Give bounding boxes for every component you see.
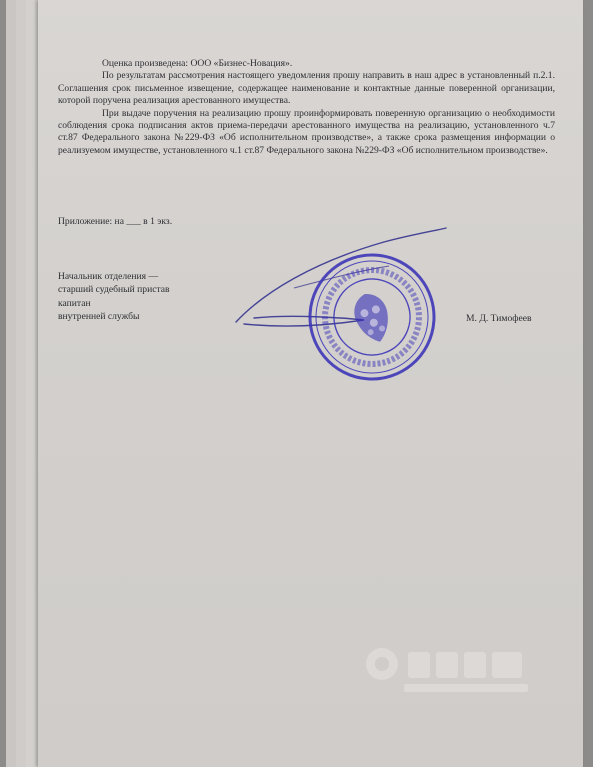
signatory-title-line: Начальник отделения —	[58, 271, 159, 282]
paragraph-notification-request: По результатам рассмотрения настоящего уведомления прошу направить в наш адрес в установленный п.2.1. Соглашения срок письменное извещение, содержащее наименование и контактные данные поверенной организации, которой поручена реализация арестованного имущества.	[58, 70, 555, 107]
signatory-title-line: капитан	[58, 297, 91, 309]
signatory-name: М. Д. Тимофеев	[466, 313, 532, 324]
handwritten-signature	[236, 228, 446, 326]
circle-dot-logo-icon	[360, 640, 550, 700]
paragraph-inform-agent: При выдаче поручения на реализацию прошу проинформировать поверенную организацию о необходимости соблюдения срока подписания актов приема-передачи арестованного имущества на реализацию, установленного ч.7 ст.87 Федерального закона №229-ФЗ «Об исполнительном производстве», а также срока размещения информации о реализуемом имуществе, установленного ч.1 ст.87 Федерального закона №229-ФЗ «Об исполнительном производстве».	[58, 107, 555, 156]
document-body	[58, 58, 555, 157]
signatory-title	[58, 270, 218, 324]
official-seal-icon	[224, 222, 484, 392]
valuation-line: Оценка произведена: ООО «Бизнес-Новация».	[102, 58, 293, 69]
signatory-title-line: внутренней службы	[58, 311, 140, 323]
attachment-line: Приложение: на ___ в 1 экз.	[58, 216, 173, 227]
signatory-title-line: старший судебный пристав	[58, 284, 170, 296]
document-page	[38, 0, 583, 767]
